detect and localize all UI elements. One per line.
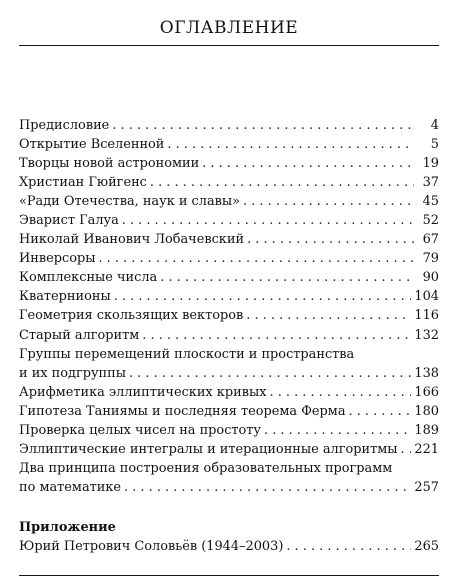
toc-entry[interactable] xyxy=(19,230,439,249)
toc-entry-title: Арифметика эллиптических кривых xyxy=(19,384,267,400)
toc-entry-title: Два принципа построения образовательных программ xyxy=(19,460,393,476)
appendix-list xyxy=(19,537,439,556)
toc-entry[interactable] xyxy=(19,326,439,345)
toc-entry[interactable] xyxy=(19,192,439,211)
dot-leader xyxy=(114,287,412,306)
toc-entry[interactable] xyxy=(19,537,439,556)
dot-leader xyxy=(129,364,411,383)
toc-entry[interactable] xyxy=(19,440,439,459)
toc-entry-page-number: 265 xyxy=(414,539,439,554)
dot-leader xyxy=(286,537,411,556)
toc-entry[interactable] xyxy=(19,154,439,173)
toc-entry[interactable] xyxy=(19,287,439,306)
toc-entry[interactable] xyxy=(19,345,439,383)
dot-leader xyxy=(243,192,414,211)
toc-entry-title: Старый алгоритм xyxy=(19,327,140,343)
dot-leader xyxy=(167,135,414,154)
toc-entry-page-number: 180 xyxy=(414,403,439,419)
toc-entry[interactable] xyxy=(19,459,439,497)
toc-entry-page-number: 37 xyxy=(422,175,439,191)
top-rule xyxy=(19,45,439,46)
toc-entry-title: Инверсоры xyxy=(19,251,96,267)
toc-entry[interactable] xyxy=(19,421,439,440)
toc-entry-page-number: 166 xyxy=(414,384,439,400)
toc-entry-title: Открытие Вселенной xyxy=(19,137,165,153)
toc-entry-title: Творцы новой астрономии xyxy=(19,156,200,172)
toc-entry-page-number: 221 xyxy=(414,441,439,457)
toc-entry-page-number: 4 xyxy=(430,118,439,133)
toc-entry-title: Эварист Галуа xyxy=(19,213,119,229)
dot-leader xyxy=(202,154,414,173)
dot-leader xyxy=(142,326,411,345)
dot-leader xyxy=(98,249,414,268)
toc-entry-page-number: 19 xyxy=(422,156,439,172)
dot-leader xyxy=(349,402,412,421)
toc-entry-page-number: 79 xyxy=(422,251,439,267)
toc-entry-page-number: 67 xyxy=(422,232,439,248)
dot-leader xyxy=(160,268,414,287)
toc-entry[interactable] xyxy=(19,383,439,402)
dot-leader xyxy=(247,230,414,249)
toc-entry-title: Эллиптические интегралы и итерационные алгоритмы xyxy=(19,441,398,457)
toc-entry[interactable] xyxy=(19,402,439,421)
toc-entry-title: Христиан Гюйгенс xyxy=(19,175,147,191)
toc-entry-title: Гипотеза Таниямы и последняя теорема Ферма xyxy=(19,403,346,419)
toc-entry-title: Геометрия скользящих векторов xyxy=(19,308,244,324)
toc-entry-title: и их подгруппы xyxy=(19,365,126,381)
toc-entry-title: Николай Иванович Лобачевский xyxy=(19,232,245,248)
toc-entry[interactable] xyxy=(19,306,439,325)
toc-entry-page-number: 104 xyxy=(414,289,439,305)
toc-entry-title: «Ради Отечества, наук и славы» xyxy=(19,194,241,210)
toc-entry-page-number: 189 xyxy=(414,422,439,438)
dot-leader xyxy=(124,478,411,497)
dot-leader xyxy=(264,421,411,440)
toc-entry[interactable] xyxy=(19,116,439,135)
toc-entry-page-number: 90 xyxy=(422,270,439,286)
toc-entry-title: Предисловие xyxy=(19,118,110,133)
toc-entry-title: Проверка целых чисел на простоту xyxy=(19,422,262,438)
dot-leader xyxy=(112,116,414,135)
dot-leader xyxy=(246,306,411,325)
toc-entry-page-number: 132 xyxy=(414,327,439,343)
toc-entry-title: Группы перемещений плоскости и пространства xyxy=(19,346,355,362)
bottom-rule xyxy=(19,575,439,576)
appendix-heading: Приложение xyxy=(19,520,116,535)
toc-entry-page-number: 257 xyxy=(414,479,439,495)
toc-entry-page-number: 52 xyxy=(422,213,439,229)
toc-entry[interactable] xyxy=(19,211,439,230)
toc-entry-title: Кватернионы xyxy=(19,289,111,305)
dot-leader xyxy=(401,440,412,459)
dot-leader xyxy=(270,383,412,402)
dot-leader xyxy=(150,173,414,192)
dot-leader xyxy=(122,211,414,230)
table-of-contents xyxy=(19,116,439,497)
page-title: ОГЛАВЛЕНИЕ xyxy=(159,18,299,38)
toc-entry-page-number: 5 xyxy=(430,137,439,153)
toc-entry[interactable] xyxy=(19,135,439,154)
toc-entry-title: Юрий Петрович Соловьёв (1944–2003) xyxy=(19,539,284,554)
toc-entry-page-number: 45 xyxy=(422,194,439,210)
toc-entry[interactable] xyxy=(19,249,439,268)
toc-entry-page-number: 116 xyxy=(414,308,439,324)
toc-entry-title: по математике xyxy=(19,479,122,495)
toc-entry[interactable] xyxy=(19,173,439,192)
toc-entry-title: Комплексные числа xyxy=(19,270,158,286)
toc-entry[interactable] xyxy=(19,268,439,287)
toc-entry-page-number: 138 xyxy=(414,365,439,381)
